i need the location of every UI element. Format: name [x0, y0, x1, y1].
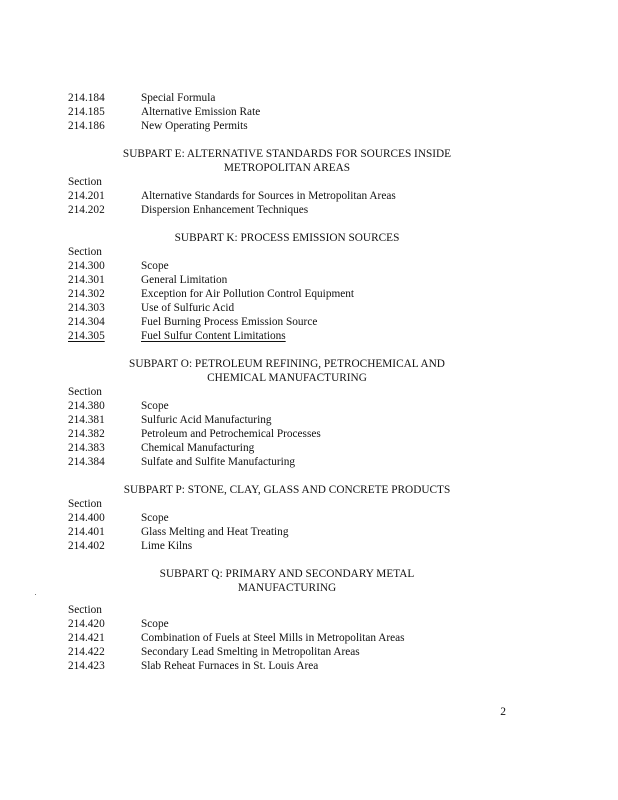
section-number: 214.423: [68, 660, 105, 672]
section-title: Scope: [141, 260, 169, 272]
section-title: Chemical Manufacturing: [141, 442, 255, 454]
section-number: 214.381: [68, 414, 105, 426]
section-title: Secondary Lead Smelting in Metropolitan Areas: [141, 646, 360, 658]
subpart-heading-line: SUBPART Q: PRIMARY AND SECONDARY METAL: [159, 568, 415, 580]
subpart-k-heading: SUBPART K: PROCESS EMISSION SOURCES: [174, 232, 400, 244]
spacer: [68, 469, 548, 483]
section-number: 214.184: [68, 92, 105, 104]
subpart-heading-line: CHEMICAL MANUFACTURING: [207, 372, 367, 384]
section-title: New Operating Permits: [141, 120, 248, 132]
toc-row: [68, 329, 548, 343]
section-label: Section: [68, 176, 102, 188]
toc-row: [68, 455, 548, 469]
section-number: 214.185: [68, 106, 105, 118]
toc-row: [68, 539, 548, 553]
toc-row: [68, 203, 548, 217]
section-label: Section: [68, 498, 102, 510]
subpart-heading-line: MANUFACTURING: [237, 582, 337, 594]
section-number: 214.421: [68, 632, 105, 644]
section-title: Fuel Sulfur Content Limitations: [141, 330, 286, 342]
section-number: 214.186: [68, 120, 105, 132]
section-number: 214.383: [68, 442, 105, 454]
toc-row: [68, 259, 548, 273]
subpart-q-heading: [68, 567, 506, 595]
section-title: Alternative Emission Rate: [141, 106, 261, 118]
toc-row: [68, 617, 548, 631]
section-title: Scope: [141, 512, 169, 524]
toc-row: [68, 273, 548, 287]
toc-row: [68, 119, 548, 133]
section-title: Sulfate and Sulfite Manufacturing: [141, 456, 296, 468]
table-of-contents: [68, 91, 548, 673]
spacer: [68, 343, 548, 357]
section-title: Special Formula: [141, 92, 216, 104]
section-title: Sulfuric Acid Manufacturing: [141, 414, 272, 426]
section-title: Scope: [141, 400, 169, 412]
spacer: [68, 133, 548, 147]
section-number: 214.384: [68, 456, 105, 468]
section-label: Section: [68, 246, 102, 258]
toc-row: [68, 189, 548, 203]
scan-speck: [35, 594, 36, 595]
subpart-heading-line: METROPOLITAN AREAS: [223, 162, 351, 174]
toc-row: [68, 525, 548, 539]
toc-row: [68, 645, 548, 659]
section-title: Dispersion Enhancement Techniques: [141, 204, 309, 216]
section-number: 214.400: [68, 512, 105, 524]
toc-row: [68, 427, 548, 441]
section-title: Petroleum and Petrochemical Processes: [141, 428, 321, 440]
section-number: 214.382: [68, 428, 105, 440]
subpart-e-heading: [68, 147, 506, 175]
toc-row: [68, 659, 548, 673]
toc-row: [68, 631, 548, 645]
section-number: 214.300: [68, 260, 105, 272]
subpart-o-heading: [68, 357, 506, 385]
section-title: Exception for Air Pollution Control Equipment: [141, 288, 355, 300]
section-number: 214.305: [68, 330, 105, 342]
toc-row: [68, 105, 548, 119]
section-number: 214.202: [68, 204, 105, 216]
section-number: 214.380: [68, 400, 105, 412]
toc-row: [68, 441, 548, 455]
section-number: 214.302: [68, 288, 105, 300]
section-title: Scope: [141, 618, 169, 630]
page-number: 2: [500, 706, 506, 718]
toc-row: [68, 301, 548, 315]
section-number: 214.402: [68, 540, 105, 552]
section-number: 214.420: [68, 618, 105, 630]
section-number: 214.301: [68, 274, 105, 286]
spacer: [68, 553, 548, 567]
toc-row: [68, 287, 548, 301]
section-title: General Limitation: [141, 274, 228, 286]
subpart-heading-line: SUBPART O: PETROLEUM REFINING, PETROCHEMICAL AND: [129, 358, 445, 370]
section-title: Use of Sulfuric Acid: [141, 302, 235, 314]
spacer: [68, 217, 548, 231]
section-title: Lime Kilns: [141, 540, 193, 552]
spacer: [68, 595, 548, 603]
section-label: Section: [68, 604, 102, 616]
section-number: 214.422: [68, 646, 105, 658]
section-number: 214.401: [68, 526, 105, 538]
section-title: Fuel Burning Process Emission Source: [141, 316, 318, 328]
section-label: Section: [68, 386, 102, 398]
subpart-heading-line: SUBPART E: ALTERNATIVE STANDARDS FOR SOURCES INSIDE: [122, 148, 452, 160]
subpart-p-heading: SUBPART P: STONE, CLAY, GLASS AND CONCRETE PRODUCTS: [123, 484, 451, 496]
toc-row: [68, 315, 548, 329]
section-number: 214.201: [68, 190, 105, 202]
section-title: Glass Melting and Heat Treating: [141, 526, 289, 538]
section-title: Alternative Standards for Sources in Metropolitan Areas: [141, 190, 396, 202]
toc-row: [68, 91, 548, 105]
section-title: Combination of Fuels at Steel Mills in Metropolitan Areas: [141, 632, 405, 644]
section-number: 214.303: [68, 302, 105, 314]
toc-row: [68, 399, 548, 413]
section-title: Slab Reheat Furnaces in St. Louis Area: [141, 660, 319, 672]
toc-row: [68, 413, 548, 427]
section-number: 214.304: [68, 316, 105, 328]
toc-row: [68, 511, 548, 525]
